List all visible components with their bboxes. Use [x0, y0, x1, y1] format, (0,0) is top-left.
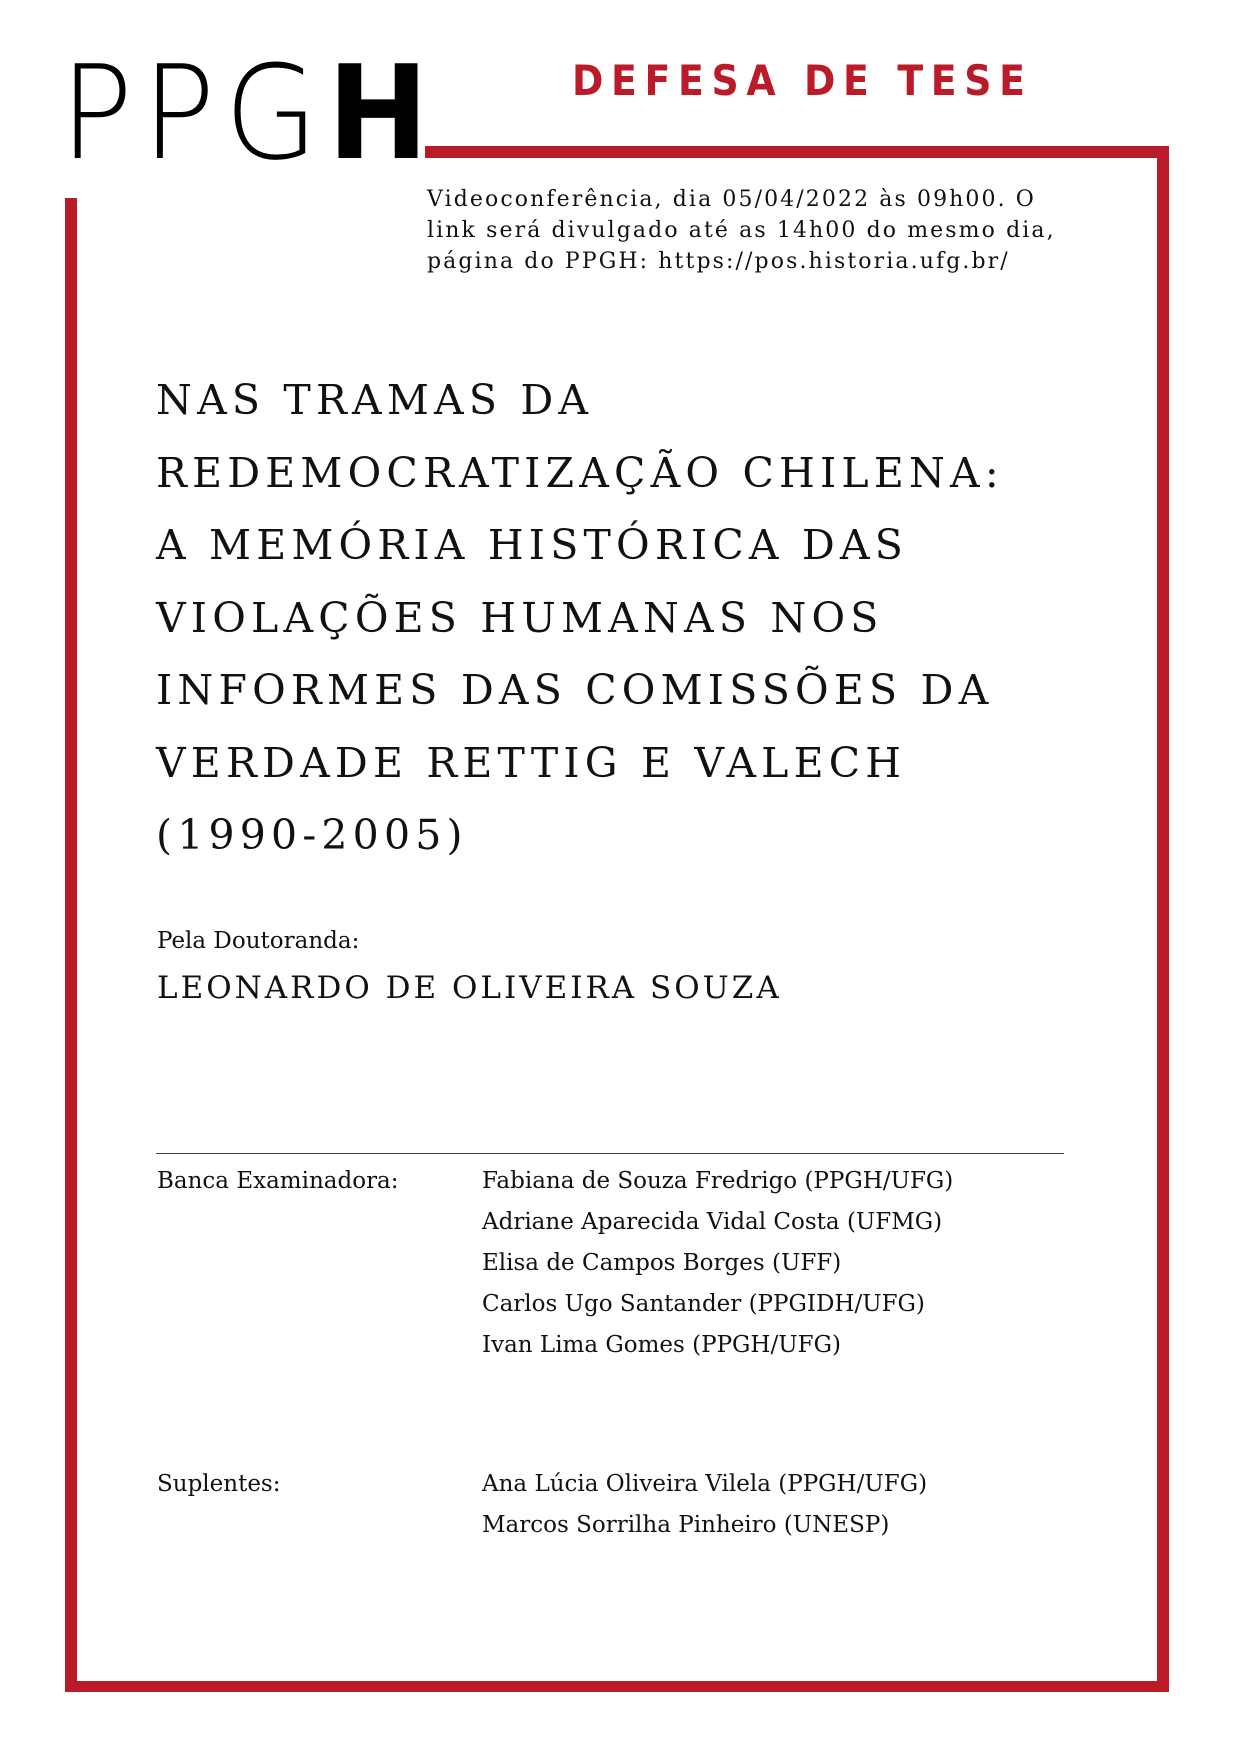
event-info-line: página do PPGH: https://pos.historia.ufg.br/ [427, 249, 1010, 274]
substitute-members [482, 1464, 927, 1546]
title-line: (1990-2005) [156, 811, 468, 859]
frame-bottom-bar [65, 1681, 1169, 1692]
event-info-line: link será divulgado até as 14h00 do mesmo dia, [427, 218, 1056, 243]
frame-right-bar [1157, 146, 1169, 1692]
title-line: A MEMÓRIA HISTÓRICA DAS [156, 521, 909, 569]
event-type-heading: DEFESA DE TESE [572, 56, 1033, 105]
logo-regular-text: PPG [60, 37, 328, 189]
logo-bold-text: H [327, 37, 438, 189]
title-line: REDEMOCRATIZAÇÃO CHILENA: [156, 448, 1004, 497]
title-line: VERDADE RETTIG E VALECH [156, 738, 907, 787]
candidate-name: LEONARDO DE OLIVEIRA SOUZA [157, 970, 782, 1006]
thesis-title [156, 364, 1004, 872]
event-info [427, 184, 1162, 277]
frame-left-bar [65, 198, 77, 1692]
section-divider [156, 1153, 1064, 1154]
committee-member: Ivan Lima Gomes (PPGH/UFG) [482, 1332, 841, 1358]
committee-label: Banca Examinadora: [157, 1168, 399, 1194]
substitute-member: Marcos Sorrilha Pinheiro (UNESP) [482, 1512, 890, 1538]
ppgh-logo [60, 38, 438, 188]
title-line: INFORMES DAS COMISSÕES DA [156, 666, 994, 714]
substitute-member: Ana Lúcia Oliveira Vilela (PPGH/UFG) [482, 1471, 928, 1497]
candidate-label: Pela Doutoranda: [157, 928, 360, 954]
title-line: VIOLAÇÕES HUMANAS NOS [156, 593, 884, 642]
frame-top-bar [425, 146, 1169, 158]
committee-member: Carlos Ugo Santander (PPGIDH/UFG) [482, 1291, 925, 1317]
committee-member: Fabiana de Souza Fredrigo (PPGH/UFG) [482, 1168, 954, 1194]
committee-member: Elisa de Campos Borges (UFF) [482, 1250, 842, 1276]
event-info-line: Videoconferência, dia 05/04/2022 às 09h00. O [427, 187, 1036, 212]
title-line: NAS TRAMAS DA [156, 376, 594, 424]
committee-members [482, 1161, 953, 1366]
committee-member: Adriane Aparecida Vidal Costa (UFMG) [482, 1209, 943, 1235]
substitutes-label: Suplentes: [157, 1471, 281, 1497]
